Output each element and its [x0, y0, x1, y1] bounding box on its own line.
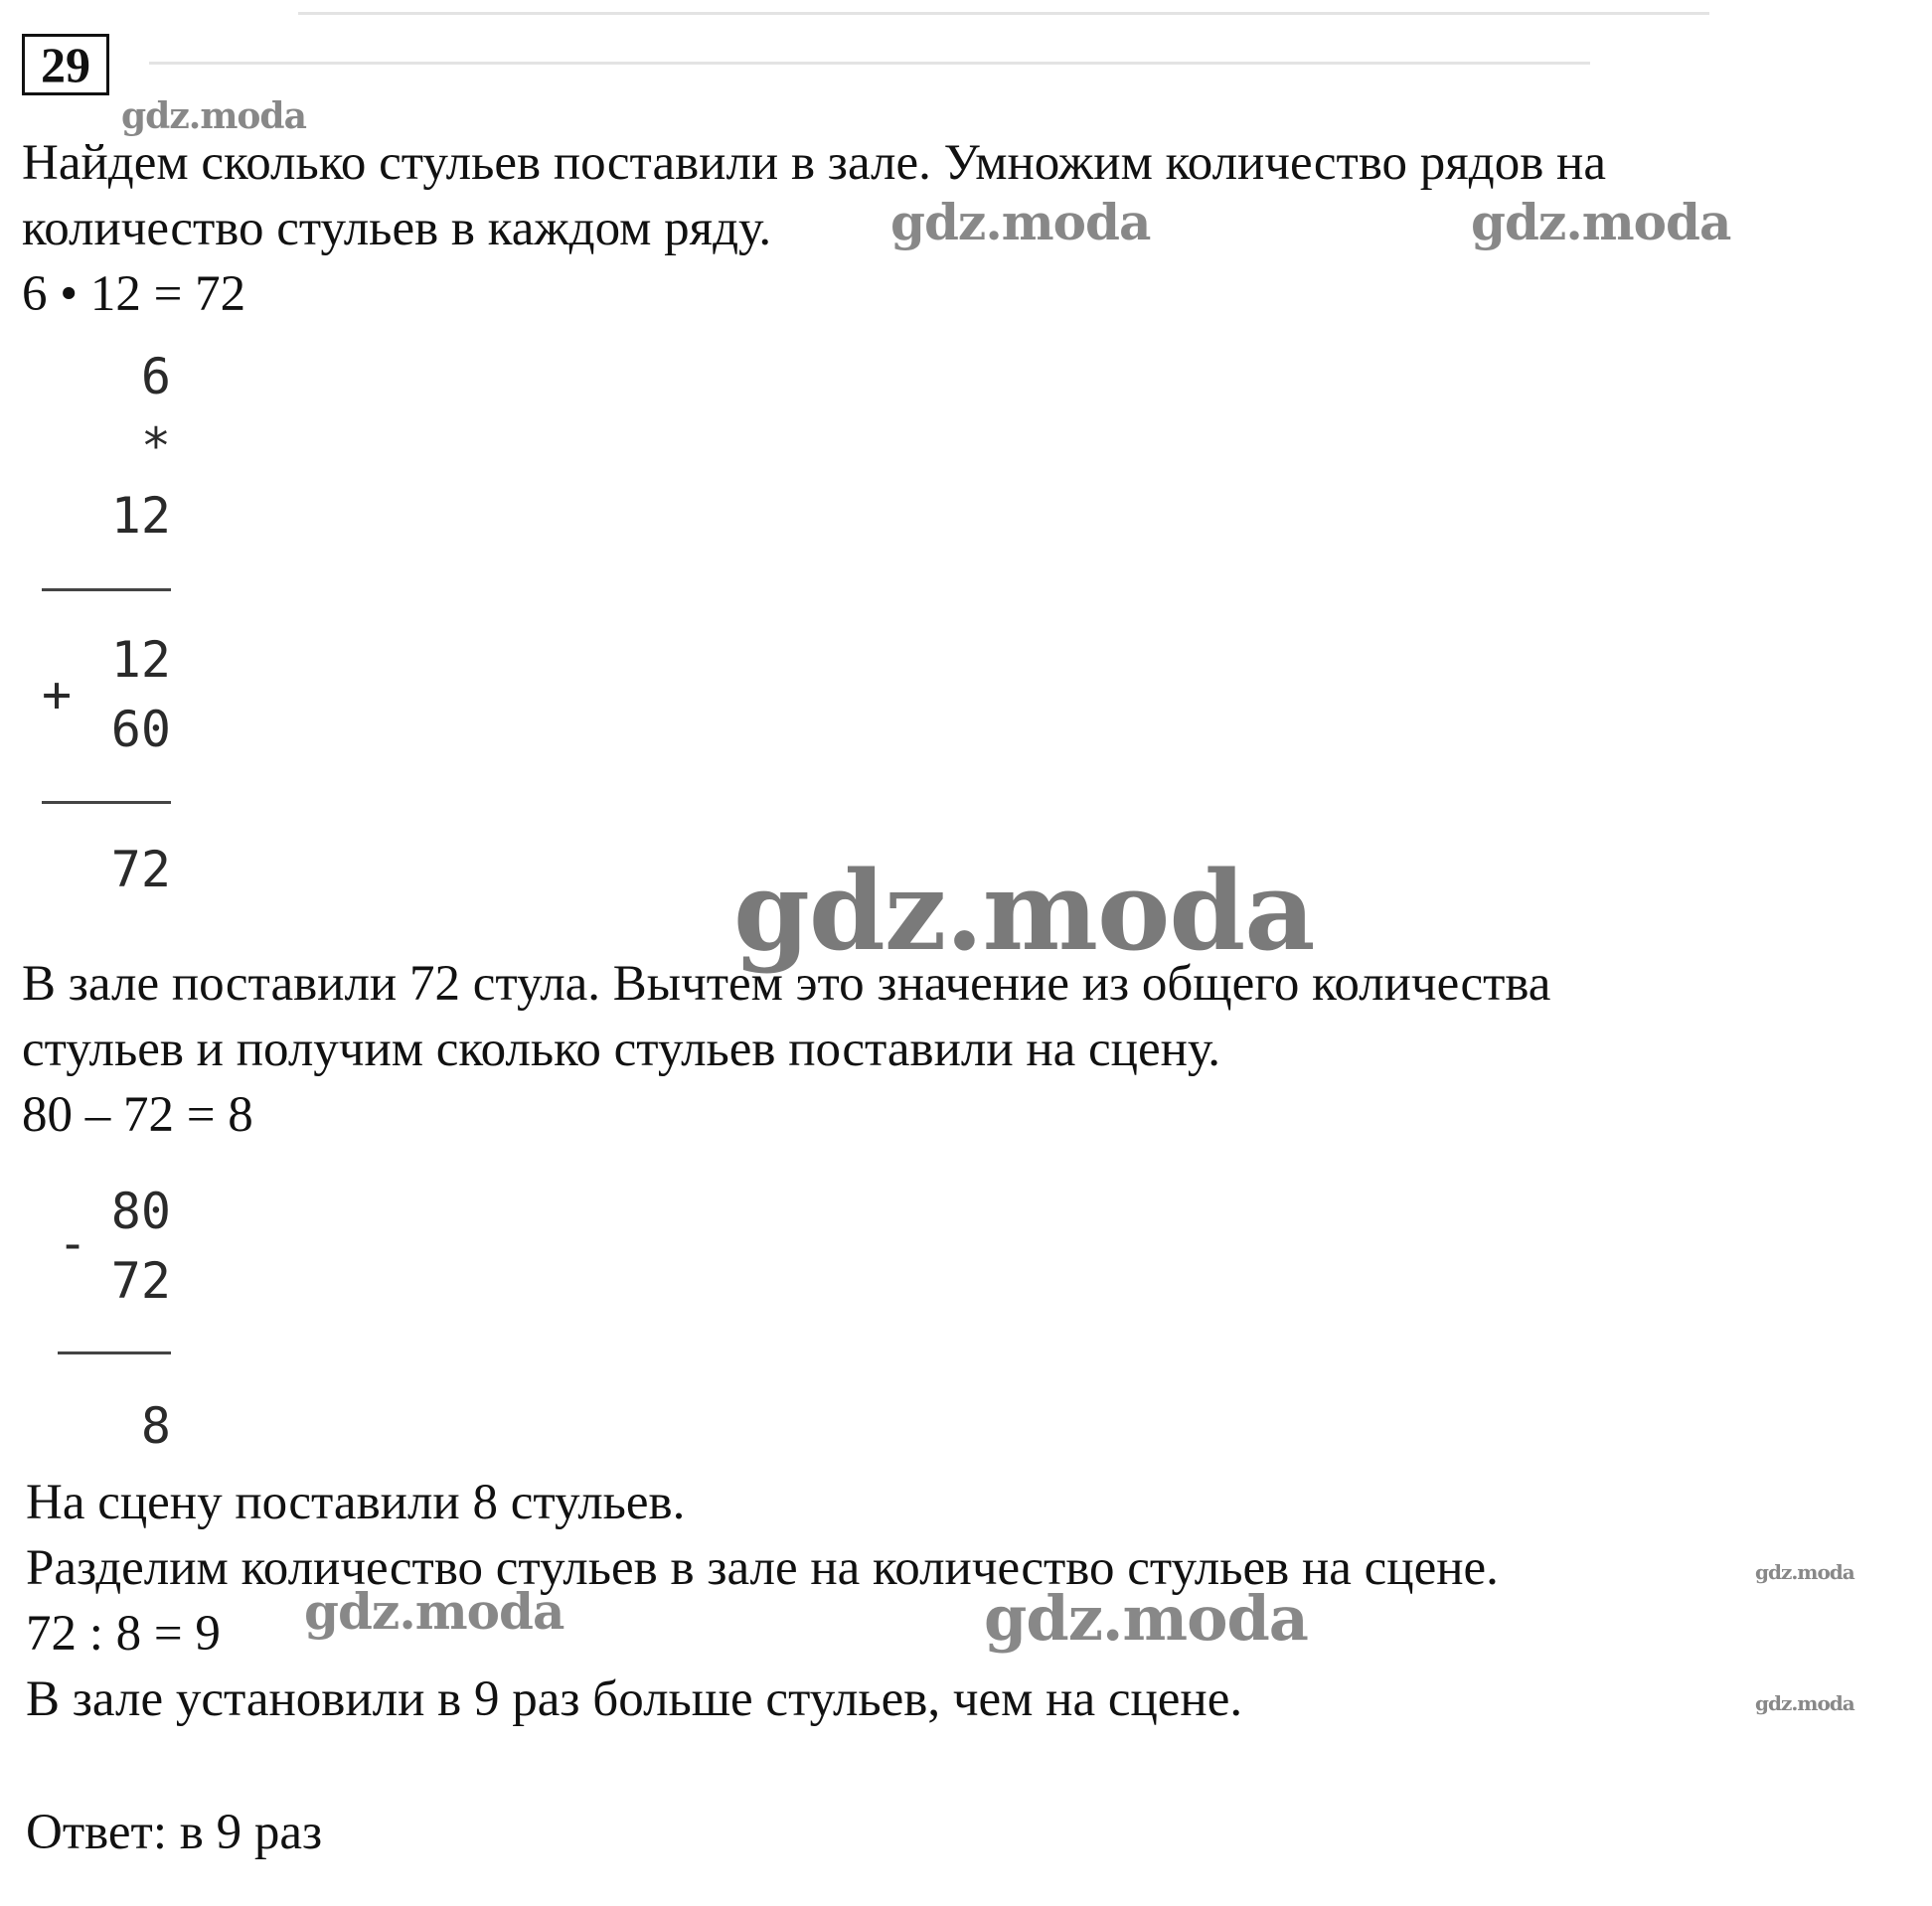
equation-multiplication: 6 • 12 = 72: [22, 266, 246, 322]
partial-product-2: 60: [110, 701, 171, 758]
underline-rule: [42, 801, 171, 804]
minuend: 80: [110, 1183, 171, 1240]
bleed-through-line: [149, 62, 1590, 65]
paragraph-1-line-1: Найдем сколько стульев поставили в зале. Умножим количество рядов на: [22, 135, 1606, 191]
watermark: gdz.moda: [1755, 1560, 1854, 1584]
watermark: gdz.moda: [1755, 1691, 1854, 1715]
multiplicand: 6: [140, 348, 171, 405]
subtrahend: 72: [110, 1252, 171, 1310]
watermark: gdz.moda: [890, 193, 1151, 251]
plus-sign: +: [42, 666, 73, 723]
watermark: gdz.moda: [733, 847, 1315, 975]
equation-subtraction: 80 – 72 = 8: [22, 1087, 253, 1143]
underline-rule: [58, 1351, 171, 1354]
watermark: gdz.moda: [304, 1582, 564, 1641]
watermark: gdz.moda: [1471, 193, 1731, 251]
paragraph-1-line-2: количество стульев в каждом ряду.: [22, 201, 772, 256]
product-result: 72: [110, 841, 171, 898]
partial-product-1: 12: [110, 631, 171, 689]
underline-rule: [42, 588, 171, 591]
paragraph-4: Разделим количество стульев в зале на количество стульев на сцене.: [26, 1540, 1499, 1596]
equation-division: 72 : 8 = 9: [26, 1606, 221, 1662]
multiply-operator: *: [140, 417, 171, 475]
bleed-through-line: [298, 12, 1709, 15]
task-number: 29: [22, 34, 109, 95]
watermark: gdz.moda: [121, 95, 306, 137]
paragraph-5: В зале установили в 9 раз больше стульев, чем на сцене.: [26, 1671, 1243, 1727]
paragraph-2-line-2: стульев и получим сколько стульев поставили на сцену.: [22, 1022, 1221, 1077]
multiplier: 12: [110, 487, 171, 545]
paragraph-2-line-1: В зале поставили 72 стула. Вычтем это значение из общего количества: [22, 956, 1551, 1012]
minus-sign: -: [58, 1214, 88, 1272]
answer: Ответ: в 9 раз: [26, 1805, 323, 1860]
watermark: gdz.moda: [984, 1582, 1308, 1655]
paragraph-3: На сцену поставили 8 стульев.: [26, 1475, 686, 1530]
difference-result: 8: [140, 1397, 171, 1455]
